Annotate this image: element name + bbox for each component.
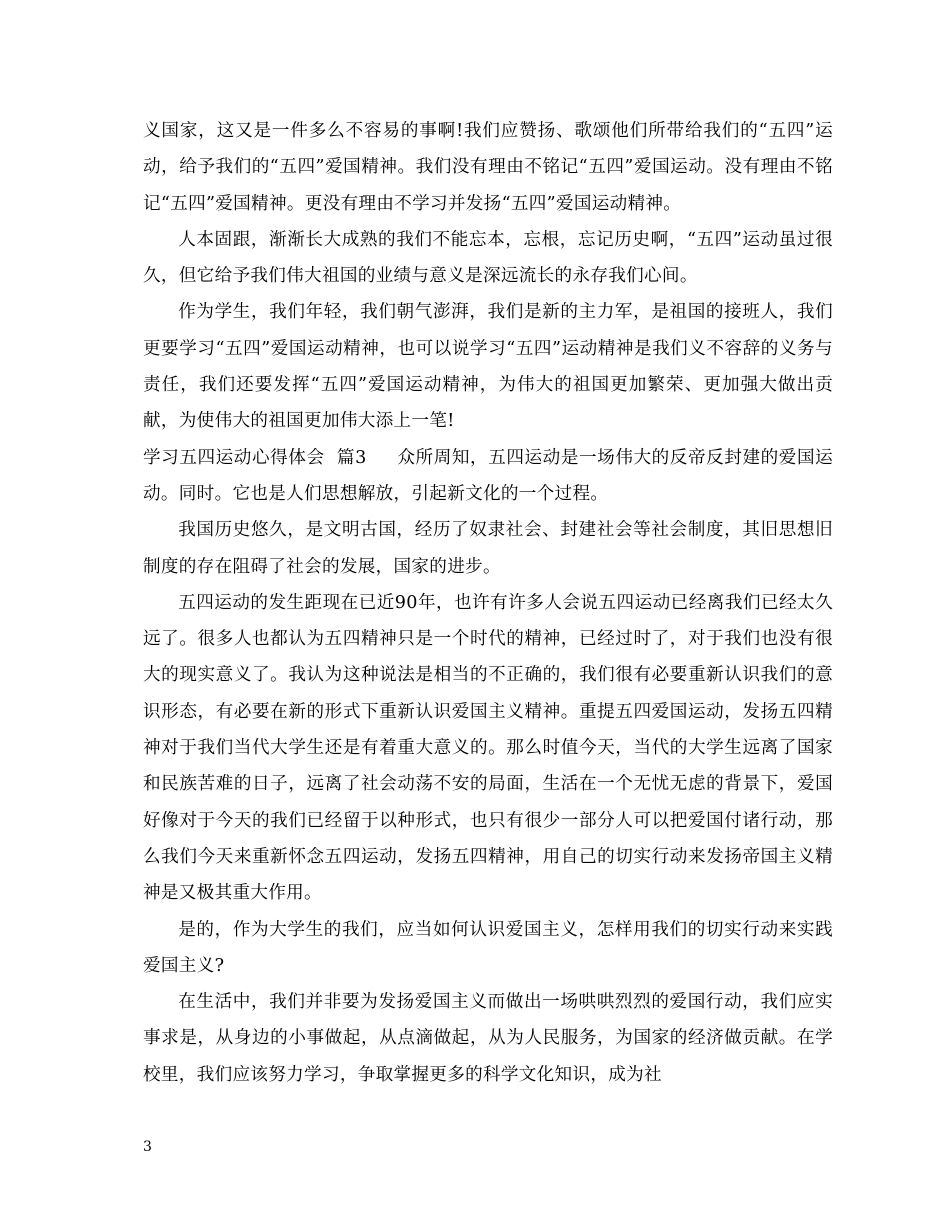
paragraph-8: 在生活中，我们并非要为发扬爱国主义而做出一场哄哄烈烈的爱国行动，我们应实事求是，从身边的小事做起，从点滴做起，从为人民服务，为国家的经济做贡献。在学校里，我们应该努力学习，争取掌握更多的科学文化知识，成为社	[143, 992, 833, 1085]
section-heading-paragraph: 学习五四运动心得体会 篇3 众所周知，五四运动是一场伟大的反帝反封建的爱国运动。同时。它也是人们思想解放，引起新文化的一个过程。	[143, 447, 833, 504]
paragraph-1: 义国家，这又是一件多么不容易的事啊!我们应赞扬、歌颂他们所带给我们的“五四”运动，给予我们的“五四”爱国精神。我们没有理由不铭记“五四”爱国运动。没有理由不铭记“五四”爱国精神。更没有理由不学习并发扬“五四”爱国运动精神。	[143, 121, 833, 214]
paragraph-3: 作为学生，我们年轻，我们朝气澎湃，我们是新的主力军，是祖国的接班人，我们更要学习“五四”爱国运动精神，也可以说学习“五四”运动精神是我们义不容辞的义务与责任，我们还要发挥“五四”爱国运动精神，为伟大的祖国更加繁荣、更加强大做出贡献，为使伟大的祖国更加伟大添上一笔!	[143, 302, 833, 432]
paragraph-2: 人本固跟，渐渐长大成熟的我们不能忘本，忘根，忘记历史啊，“五四”运动虽过很久，但它给予我们伟大祖国的业绩与意义是深远流长的永存我们心间。	[143, 229, 833, 287]
page-number: 3	[143, 1139, 152, 1155]
body-text	[143, 113, 833, 1093]
paragraph-6: 五四运动的发生距现在已近90年，也许有许多人会说五四运动已经离我们已经太久远了。很多人也都认为五四精神只是一个时代的精神，已经过时了，对于我们也没有很大的现实意义了。我认为这种说法是相当的不正确的，我们很有必要重新认识我们的意识形态，有必要在新的形式下重新认识爱国主义精神。重提五四爱国运动，发扬五四精神对于我们当代大学生还是有着重大意义的。那么时值今天，当代的大学生远离了国家和民族苦难的日子，远离了社会动荡不安的局面，生活在一个无忧无虑的背景下，爱国好像对于今天的我们已经留于以种形式，也只有很少一部分人可以把爱国付诸行动，那么我们今天来重新怀念五四运动，发扬五四精神，用自己的切实行动来发扬帝国主义精神是又极其重大作用。	[143, 592, 833, 904]
paragraph-5: 我国历史悠久，是文明古国，经历了奴隶社会、封建社会等社会制度，其旧思想旧制度的存在阻碍了社会的发展，国家的进步。	[143, 520, 833, 577]
paragraph-7: 是的，作为大学生的我们，应当如何认识爱国主义，怎样用我们的切实行动来实践爱国主义?	[143, 919, 833, 976]
